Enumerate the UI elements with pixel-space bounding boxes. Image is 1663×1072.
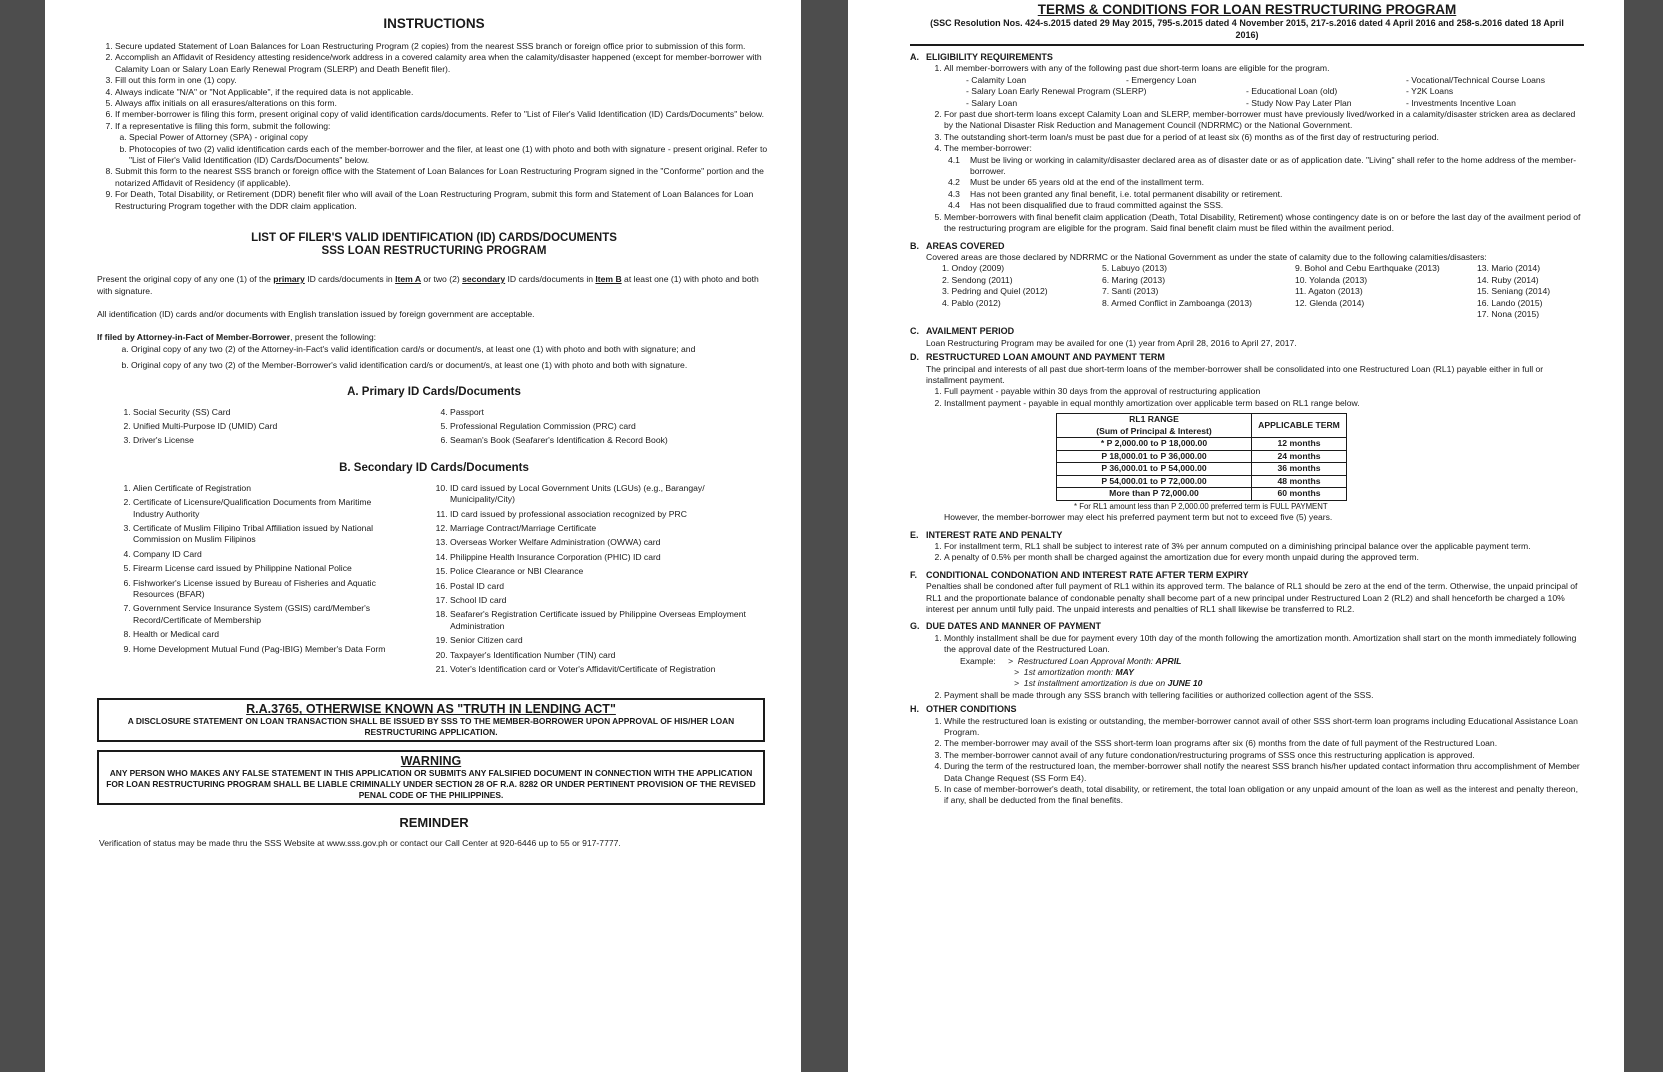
section-letter: B. [910, 240, 919, 251]
text: Item B [595, 274, 622, 285]
list-item: 5. Firearm License card issued by Philippine National Police [133, 563, 404, 574]
text: APRIL [1155, 655, 1182, 666]
table-cell: P 54,000.01 to P 72,000.00 [1057, 475, 1252, 488]
text: 1st amortization month: [1023, 666, 1116, 677]
section-f-body: Penalties shall be condoned after full payment of RL1 within its approved term. The balance of RL1 should be zero at the end of the term. Otherwise, the unpaid principal of RL1 and the proportionate balance of condonable penalty shall become part of a new principal under Restructured Loan 2 (RL2) and shall henceforth be charged a 10% interest per annum until fully paid. The unpaid interests and penalties of RL1 shall likewise be transferred to RL2. [926, 581, 1578, 614]
list-item: 2. Sendong (2011) [942, 274, 1013, 285]
warning-body: ANY PERSON WHO MAKES ANY FALSE STATEMENT IN THIS APPLICATION OR SUBMITS ANY FALSIFIED DOCUMENT IN CONNECTION WITH THE APPLICATION FOR LOAN RESTRUCTURING PROGRAM SHALL BE LIABLE CRIMINALLY UNDER SECTION 28 OF R.A. 8282 OR UNDER PERTINENT PROVISION OF THE REVISED PENAL CODE OF THE PHILIPPINES. [106, 768, 756, 801]
list-item: 1. For installment term, RL1 shall be subject to interest rate of 3% per annum computed on a diminishing principal balance over the applicable payment term. [944, 541, 1584, 552]
item-text: Has not been disqualified due to fraud committed against the SSS. [970, 200, 1224, 211]
section-title: RESTRUCTURED LOAN AMOUNT AND PAYMENT TERM [926, 352, 1165, 363]
list-item: 6. If member-borrower is filing this form, present original copy of valid identification cards/documents. Refer to "List of Filer's Valid Identification (ID) Cards/Documents" below. [115, 109, 771, 120]
list-item: 3. Driver's License [133, 435, 428, 446]
header-subtext: (Sum of Principal & Interest) [1096, 425, 1212, 436]
loan-type: - Emergency Loan [1126, 74, 1197, 85]
list-item: 4. Always indicate "N/A" or "Not Applicable", if the required data is not applicable. [115, 87, 771, 98]
list-item: 14. Ruby (2014) [1477, 274, 1539, 285]
list-item: 2. For past due short-term loans except Calamity Loan and SLERP, member-borrower must have previously lived/worked in a calamity/disaster stricken area as declared by the National Disaster Risk Reduction and Management Council (NDRRMC) or the National Government. [944, 109, 1584, 132]
payment-example [944, 656, 1584, 690]
list-item: 15. Police Clearance or NBI Clearance [450, 566, 771, 577]
list-item [944, 633, 1584, 690]
table-row [1057, 438, 1347, 451]
representative-list [115, 132, 771, 166]
list-item: 6. Fishworker's License issued by Bureau of Fisheries and Aquatic Resources (BFAR) [133, 578, 404, 601]
instructions-list [97, 41, 771, 212]
list-item: 3. The outstanding short-term loan/s must be past due for a period of at least six (6) months as of the first day of restructuring period. [944, 132, 1584, 143]
calamity-column [942, 263, 1102, 320]
list-item: 4. Company ID Card [133, 549, 404, 560]
list-item: 2. Accomplish an Affidavit of Residency attesting residence/work address in a covered calamity area when the calamity/disaster happened (except for member-borrower with Calamity Loan or Salary Loan Early Renewal Program (SLERP) and Death Benefit filer). [115, 52, 771, 75]
list-item: 11. Agaton (2013) [1295, 286, 1363, 297]
list-item: 1. Full payment - payable within 30 days from the approval of restructuring application [944, 386, 1584, 397]
text: Item A [395, 274, 422, 285]
list-item: 2. Certificate of Licensure/Qualification Documents from Maritime Industry Authority [133, 497, 404, 520]
list-item: 21. Voter's Identification card or Voter's Affidavit/Certificate of Registration [450, 664, 771, 675]
list-item: 8. Submit this form to the nearest SSS branch or foreign office with the Statement of Loan Balances for Loan Restructuring Program signed in the "Conforme" portion and the notarized Affidavit of Residency (if applicable). [115, 166, 771, 189]
loan-type: - Educational Loan (old) [1246, 86, 1338, 97]
table-row [1057, 475, 1347, 488]
loan-type: - Study Now Pay Later Plan [1246, 97, 1352, 108]
list-item: 4. Passport [450, 407, 771, 418]
table-cell: P 36,000.01 to P 54,000.00 [1057, 463, 1252, 476]
text: Present the original copy of any one (1) of the [97, 274, 274, 285]
table-cell: 12 months [1252, 438, 1347, 451]
rl1-range-table [1056, 413, 1347, 501]
list-item [948, 189, 1584, 200]
table-footnote: * For RL1 amount less than P 2,000.00 preferred term is FULL PAYMENT [1074, 501, 1328, 511]
section-e-list [926, 541, 1584, 564]
loan-type: - Calamity Loan [966, 74, 1027, 85]
list-item [944, 143, 1584, 211]
section-letter: A. [910, 52, 919, 62]
list-item: 6. Maring (2013) [1102, 274, 1166, 285]
section-f-heading [910, 569, 1584, 581]
reminder-body: Verification of status may be made thru the SSS Website at www.sss.gov.ph or contact our Call Center at 920-6446 up to 55 or 917-7777. [99, 838, 621, 849]
text: If filed by Attorney-in-Fact of Member-Borrower [97, 332, 291, 343]
section-letter: C. [910, 326, 919, 337]
section-letter: G. [910, 621, 920, 632]
section-letter: H. [910, 704, 919, 715]
secondary-id-title: B. Secondary ID Cards/Documents [339, 461, 529, 474]
section-h-list [926, 716, 1584, 807]
example-lines [1008, 656, 1202, 690]
list-item: 2. A penalty of 0.5% per month shall be charged against the amortization due for every month unpaid during the approved term. [944, 552, 1584, 563]
loan-type: - Salary Loan [966, 97, 1018, 108]
section-title: DUE DATES AND MANNER OF PAYMENT [926, 621, 1102, 632]
table-header-row [1057, 414, 1347, 438]
section-title: INTEREST RATE AND PENALTY [926, 529, 1063, 540]
aif-instruction [97, 332, 771, 343]
left-page [45, 0, 801, 1072]
table-row [1057, 463, 1347, 476]
table-cell: 24 months [1252, 450, 1347, 463]
id-list-title: LIST OF FILER'S VALID IDENTIFICATION (ID) CARDS/DOCUMENTS [251, 232, 617, 245]
calamity-column [1102, 263, 1295, 320]
table-cell: More than P 72,000.00 [1057, 488, 1252, 501]
list-item: 5. Professional Regulation Commission (PRC) card [450, 421, 771, 432]
present-instruction [97, 274, 771, 297]
instructions-title: INSTRUCTIONS [383, 16, 485, 31]
warning-title: WARNING [400, 754, 462, 769]
list-item: 12. Glenda (2014) [1295, 297, 1365, 308]
item-text: Has not been granted any final benefit, i.e. total permanent disability or retirement. [970, 188, 1283, 199]
loan-type: - Vocational/Technical Course Loans [1406, 74, 1546, 85]
section-title: OTHER CONDITIONS [926, 704, 1017, 715]
list-item [948, 177, 1584, 188]
list-item [115, 121, 771, 167]
foreign-id-note: All identification (ID) cards and/or documents with English translation issued by foreign government are acceptable. [97, 308, 535, 319]
truth-in-lending-body: A DISCLOSURE STATEMENT ON LOAN TRANSACTION SHALL BE ISSUED BY SSS TO THE MEMBER-BORROWER UPON APPROVAL OF HIS/HER LOAN RESTRUCTURING APPLICATION. [127, 716, 735, 738]
list-item: 13. Mario (2014) [1477, 263, 1541, 274]
text: JUNE 10 [1167, 678, 1203, 689]
section-c-body: Loan Restructuring Program may be availed for one (1) year from April 28, 2016 to April 27, 2017. [926, 337, 1297, 348]
list-item-text: All member-borrowers with any of the following past due short-term loans are eligible for the program. [944, 63, 1330, 74]
list-item: 2. Installment payment - payable in equal monthly amortization over applicable term based on RL1 range below. [944, 398, 1584, 409]
loan-types-grid [944, 75, 1584, 109]
header-text: RL1 RANGE [1129, 414, 1179, 425]
list-item: 7. Santi (2013) [1102, 286, 1159, 297]
truth-in-lending-title: R.A.3765, OTHERWISE KNOWN AS "TRUTH IN LENDING ACT" [246, 702, 616, 717]
list-item: 15. Seniang (2014) [1477, 286, 1551, 297]
list-item: b. Photocopies of two (2) valid identification cards each of the member-borrower and the filer, at least one (1) with photo and both with signature - present original. Refer to "List of Filer's Valid Identification (ID) Cards/Documents" below. [129, 144, 771, 167]
loan-type: - Investments Incentive Loan [1406, 97, 1516, 108]
loan-type: - Y2K Loans [1406, 86, 1454, 97]
list-item [948, 155, 1584, 178]
truth-in-lending-box [97, 698, 765, 742]
list-item: 1. Secure updated Statement of Loan Balances for Loan Restructuring Program (2 copies) from the nearest SSS branch or foreign office prior to submission of this form. [115, 41, 771, 52]
secondary-id-list [97, 483, 771, 679]
table-cell: 36 months [1252, 463, 1347, 476]
item-number: 4.4 [948, 200, 960, 211]
calamity-column [1295, 263, 1477, 320]
table-after-note: However, the member-borrower may elect his preferred payment term but not to exceed five (5) years. [944, 512, 1333, 523]
id-list-subtitle: SSS LOAN RESTRUCTURING PROGRAM [321, 245, 547, 258]
table-cell: 48 months [1252, 475, 1347, 488]
list-item: 1. Social Security (SS) Card [133, 407, 428, 418]
list-item: 16. Lando (2015) [1477, 297, 1543, 308]
member-borrower-conditions [944, 155, 1584, 212]
loan-type: - Salary Loan Early Renewal Program (SLERP) [966, 86, 1147, 97]
list-item: 9. Bohol and Cebu Earthquake (2013) [1295, 263, 1440, 274]
list-item: 13. Overseas Worker Welfare Administration (OWWA) card [450, 537, 771, 548]
list-item: 9. For Death, Total Disability, or Retirement (DDR) benefit filer who will avail of the Loan Restructuring Program, submit this form and Statement of Loan Balances for Loan Restructuring Program together with the DDR claim application. [115, 189, 771, 212]
terms-subtitle: (SSC Resolution Nos. 424-s.2015 dated 29 May 2015, 795-s.2015 dated 4 November 2015, 217-s.2016 dated 4 April 2016 and 258-s.2016 dated 18 April 2016) [930, 18, 1564, 40]
list-item [944, 63, 1584, 109]
list-item: 16. Postal ID card [450, 581, 771, 592]
list-item: 8. Armed Conflict in Zamboanga (2013) [1102, 297, 1252, 308]
section-b-intro: Covered areas are those declared by NDRRMC or the National Government as under the state of calamity due to the following calamities/disasters: [926, 251, 1487, 262]
text: at least one (1) with photo and both with signature. [97, 274, 759, 296]
list-item: 17. Nona (2015) [1477, 308, 1540, 319]
list-item: 7. Government Service Insurance System (GSIS) card/Member's Record/Certificate of Membership [133, 603, 404, 626]
example-line: > 1st amortization month: MAY [1014, 666, 1134, 677]
right-page [848, 0, 1624, 1072]
section-d-heading [910, 352, 1584, 363]
section-title: ELIGIBILITY REQUIREMENTS [926, 52, 1053, 62]
list-item-text: The member-borrower: [944, 143, 1032, 154]
text: primary [273, 274, 305, 285]
item-number: 4.1 [948, 154, 960, 165]
list-item: 2. Unified Multi-Purpose ID (UMID) Card [133, 421, 428, 432]
list-item: 5. Always affix initials on all erasures/alterations on this form. [115, 98, 771, 109]
list-item-text: Monthly installment shall be due for payment every 10th day of the month following the amortization month. Amortization shall start on the month immediately following the approval date of the Restructured Loan. [944, 632, 1577, 655]
table-row [1057, 450, 1347, 463]
section-a-list [926, 63, 1584, 234]
list-item: 18. Seafarer's Registration Certificate issued by Philippine Overseas Employment Administration [450, 609, 771, 632]
text: 1st installment amortization is due on [1023, 678, 1168, 689]
list-item: 4. During the term of the restructured loan, the member-borrower shall notify the nearest SSS branch his/her updated contact information thru accomplishment of Member Data Change Request (SS Form E4). [944, 761, 1584, 784]
list-item: 19. Senior Citizen card [450, 635, 771, 646]
list-item: 11. ID card issued by professional association recognized by PRC [450, 509, 771, 520]
list-item: b. Original copy of any two (2) of the Member-Borrower's valid identification card/s or document/s, at least one (1) with photo and both with signature. [131, 360, 771, 371]
text: or two (2) [421, 274, 463, 285]
section-g-heading [910, 621, 1584, 632]
section-title: AVAILMENT PERIOD [926, 326, 1015, 337]
section-title: AREAS COVERED [926, 240, 1005, 251]
item-number: 4.2 [948, 177, 960, 188]
item-number: 4.3 [948, 188, 960, 199]
section-b-heading [910, 240, 1584, 252]
list-item: 9. Home Development Mutual Fund (Pag-IBIG) Member's Data Form [133, 644, 404, 655]
terms-body [910, 52, 1584, 807]
terms-title: TERMS & CONDITIONS FOR LOAN RESTRUCTURING PROGRAM [1037, 2, 1457, 17]
list-item: a. Special Power of Attorney (SPA) - original copy [129, 132, 771, 143]
section-h-heading [910, 704, 1584, 715]
list-item: 20. Taxpayer's Identification Number (TIN) card [450, 650, 771, 661]
list-item: 8. Health or Medical card [133, 629, 404, 640]
text: Restructured Loan Approval Month: [1017, 655, 1156, 666]
section-g-list [926, 633, 1584, 701]
example-line: > 1st installment amortization is due on JUNE 10 [1014, 678, 1203, 689]
section-letter: F. [910, 569, 918, 580]
section-e-heading [910, 529, 1584, 541]
list-item: 5. In case of member-borrower's death, total disability, or retirement, the total loan obligation or any unpaid amount of the loan as well as the interest and penalty thereon, if any, shall be deducted from the final benefits. [944, 784, 1584, 807]
list-item: 14. Philippine Health Insurance Corporation (PHIC) ID card [450, 552, 771, 563]
calamity-column [1477, 263, 1584, 320]
list-item: 1. While the restructured loan is existing or outstanding, the member-borrower cannot avail of other SSS short-term loan programs including Educational Assistance Loan Program. [944, 716, 1584, 739]
list-item: 17. School ID card [450, 595, 771, 606]
table-row [1057, 488, 1347, 501]
primary-id-title: A. Primary ID Cards/Documents [347, 385, 521, 398]
text: MAY [1115, 666, 1134, 677]
text: secondary [462, 274, 506, 285]
table-cell: P 18,000.01 to P 36,000.00 [1057, 450, 1252, 463]
table-cell: 60 months [1252, 488, 1347, 501]
text: ID cards/documents in [505, 274, 596, 285]
list-item: a. Original copy of any two (2) of the Attorney-in-Fact's valid identification card/s or document/s, at least one (1) with photo and both with signature; and [131, 344, 771, 355]
section-letter: E. [910, 529, 919, 540]
primary-id-list [97, 407, 771, 450]
text: , present the following: [290, 332, 377, 343]
section-title: CONDITIONAL CONDONATION AND INTEREST RATE AFTER TERM EXPIRY [926, 569, 1249, 580]
list-item: 3. Fill out this form in one (1) copy. [115, 75, 771, 86]
list-item: 4. Pablo (2012) [942, 297, 1001, 308]
list-item: 1. Ondoy (2009) [942, 263, 1005, 274]
section-a-heading [910, 52, 1584, 63]
example-line: > Restructured Loan Approval Month: APRIL [1008, 655, 1182, 666]
list-item: 3. Pedring and Quiel (2012) [942, 286, 1048, 297]
list-item: 10. ID card issued by Local Government Units (LGUs) (e.g., Barangay/ Municipality/City) [450, 483, 771, 506]
list-item-text: If a representative is filing this form, submit the following: [115, 120, 331, 131]
aif-list [97, 344, 771, 372]
list-item: 10. Yolanda (2013) [1295, 274, 1368, 285]
table-cell: * P 2,000.00 to P 18,000.00 [1057, 438, 1252, 451]
section-d-body: The principal and interests of all past due short-term loans of the member-borrower shall be consolidated into one Restructured Loan (RL1) payable either in full or installment payment. [926, 363, 1544, 385]
list-item: 2. The member-borrower may avail of the SSS short-term loan programs after six (6) months from the date of full payment of the Restructured Loan. [944, 738, 1584, 749]
section-d-list [926, 386, 1584, 409]
section-letter: D. [910, 352, 919, 363]
calamities-grid [926, 263, 1584, 320]
list-item [948, 200, 1584, 211]
list-item: 2. Payment shall be made through any SSS branch with tellering facilities or authorized collection agent of the SSS. [944, 690, 1584, 701]
list-item: 3. The member-borrower cannot avail of any future condonation/restructuring programs of SSS once this restructuring application is approved. [944, 750, 1584, 761]
list-item: 6. Seaman's Book (Seafarer's Identification & Record Book) [450, 435, 771, 446]
list-item: 3. Certificate of Muslim Filipino Tribal Affiliation issued by National Commission on Muslim Filipinos [133, 523, 404, 546]
section-c-heading [910, 326, 1584, 337]
list-item: 1. Alien Certificate of Registration [133, 483, 404, 494]
list-item: 5. Labuyo (2013) [1102, 263, 1167, 274]
example-label: Example: [960, 655, 996, 666]
list-item: 5. Member-borrowers with final benefit claim application (Death, Total Disability, Retirement) whose contingency date is on or before the last day of the availment period of the restructuring program are eligible for the program. Said final benefit claim must be filed within the availment period. [944, 212, 1584, 235]
warning-box [97, 750, 765, 805]
list-item: 12. Marriage Contract/Marriage Certificate [450, 523, 771, 534]
table-header-term: APPLICABLE TERM [1252, 414, 1347, 438]
item-text: Must be living or working in calamity/disaster declared area as of disaster date or as of application date. "Living" shall refer to the home address of the member-borrower. [970, 154, 1577, 177]
text: ID cards/documents in [304, 274, 396, 285]
table-header-range [1057, 414, 1252, 438]
reminder-title: REMINDER [399, 815, 469, 831]
divider [910, 44, 1584, 46]
item-text: Must be under 65 years old at the end of the installment term. [970, 177, 1205, 188]
